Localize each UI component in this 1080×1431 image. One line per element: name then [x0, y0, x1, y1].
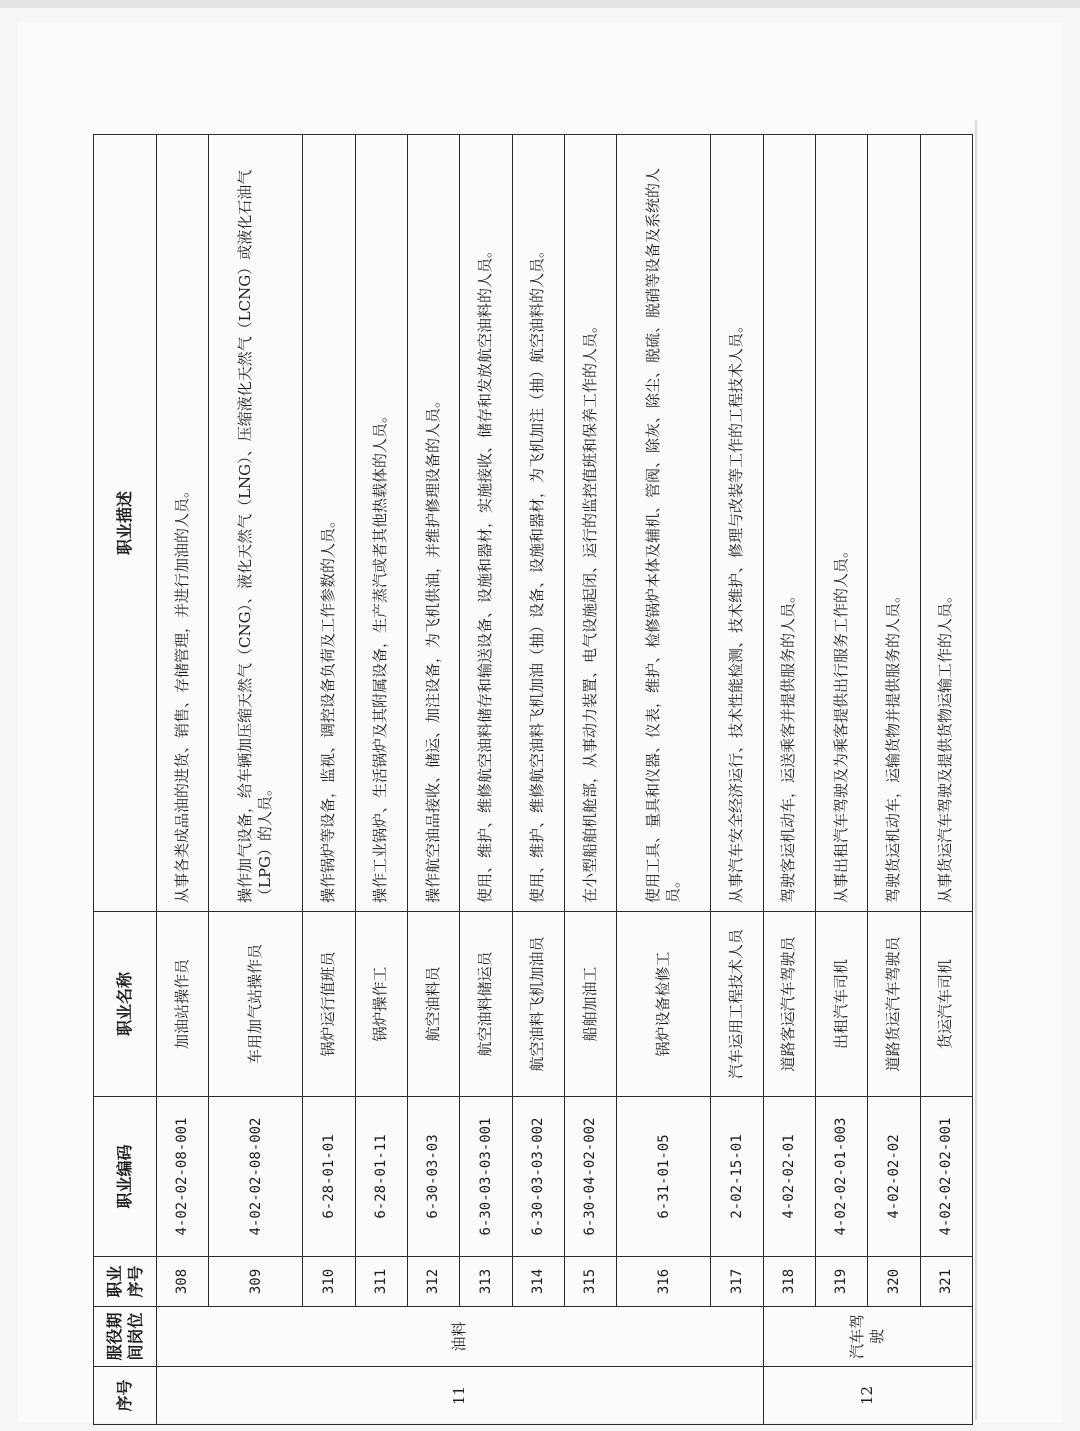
table-row [564, 135, 616, 1425]
job-desc-cell: 使用、维护、维修航空油料储存和输送设备、设施和器材，实施接收、储存和发放航空油料的人员。 [460, 135, 512, 912]
job-seq-cell: 317 [711, 1257, 763, 1307]
job-seq-cell: 311 [355, 1257, 407, 1307]
viewer-top-bar [0, 0, 1080, 8]
job-code-cell: 6-30-03-03 [408, 1097, 460, 1257]
job-desc-cell: 操作加气设备，给车辆加压缩天然气（CNG）、液化天然气（LNG）、压缩液化天然气（LCNG）或液化石油气（LPG）的人员。 [209, 135, 303, 912]
group-seq-cell: 11 [157, 1367, 764, 1425]
job-code-cell: 4-02-02-01-003 [815, 1097, 867, 1257]
table-row [303, 135, 355, 1425]
job-desc-cell: 操作锅炉等设备，监视、调控设备负荷及工作参数的人员。 [303, 135, 355, 912]
job-seq-cell: 319 [815, 1257, 867, 1307]
table-header-row [94, 135, 157, 1425]
job-name-cell: 汽车运用工程技术人员 [711, 912, 763, 1097]
job-desc-cell: 在小型船舶机舱部，从事动力装置、电气设施起闭、运行的监控值班和保养工作的人员。 [564, 135, 616, 912]
job-seq-cell: 313 [460, 1257, 512, 1307]
header-post: 服役期间岗位 [94, 1307, 157, 1367]
table-row [763, 135, 815, 1425]
job-code-cell: 6-30-03-03-001 [460, 1097, 512, 1257]
job-seq-cell: 315 [564, 1257, 616, 1307]
occupation-table-area [93, 135, 973, 1425]
job-code-cell: 4-02-02-02 [868, 1097, 920, 1257]
table-row [355, 135, 407, 1425]
job-name-cell: 锅炉运行值班员 [303, 912, 355, 1097]
table-row [868, 135, 920, 1425]
job-code-cell: 6-28-01-01 [303, 1097, 355, 1257]
job-code-cell: 6-28-01-11 [355, 1097, 407, 1257]
job-desc-cell: 操作工业锅炉、生活锅炉及其附属设备，生产蒸汽或者其他热载体的人员。 [355, 135, 407, 912]
job-name-cell: 货运汽车司机 [920, 912, 972, 1097]
table-row [209, 135, 303, 1425]
header-code: 职业编码 [94, 1097, 157, 1257]
job-seq-cell: 318 [763, 1257, 815, 1307]
table-row [711, 135, 763, 1425]
job-name-cell: 出租汽车司机 [815, 912, 867, 1097]
job-seq-cell: 320 [868, 1257, 920, 1307]
job-name-cell: 道路客运汽车驾驶员 [763, 912, 815, 1097]
job-name-cell: 航空油料储运员 [460, 912, 512, 1097]
job-name-cell: 航空油料飞机加油员 [512, 912, 564, 1097]
job-name-cell: 船舶加油工 [564, 912, 616, 1097]
job-seq-cell: 314 [512, 1257, 564, 1307]
job-desc-cell: 操作航空油品接收、储运、加注设备，为飞机供油，并维护修理设备的人员。 [408, 135, 460, 912]
job-code-cell: 4-02-02-02-001 [920, 1097, 972, 1257]
job-seq-cell: 312 [408, 1257, 460, 1307]
job-desc-cell: 从事各类成品油的进货、销售、存储管理，并进行加油的人员。 [157, 135, 209, 912]
table-row [460, 135, 512, 1425]
job-desc-cell: 从事货运汽车驾驶及提供货物运输工作的人员。 [920, 135, 972, 912]
job-desc-cell: 从事汽车安全经济运行、技术性能检测、技术维护、修理与改装等工作的工程技术人员。 [711, 135, 763, 912]
job-seq-cell: 321 [920, 1257, 972, 1307]
job-desc-cell: 驾驶客运机动车，运送乘客并提供服务的人员。 [763, 135, 815, 912]
occupation-table [93, 134, 973, 1425]
header-desc: 职业描述 [94, 135, 157, 912]
header-name: 职业名称 [94, 912, 157, 1097]
job-code-cell: 6-31-01-05 [617, 1097, 711, 1257]
job-code-cell: 2-02-15-01 [711, 1097, 763, 1257]
group-post-cell: 油料 [157, 1307, 764, 1367]
job-code-cell: 6-30-03-03-002 [512, 1097, 564, 1257]
job-seq-cell: 308 [157, 1257, 209, 1307]
table-row [157, 135, 209, 1425]
table-row [920, 135, 972, 1425]
job-name-cell: 加油站操作员 [157, 912, 209, 1097]
job-name-cell: 车用加气站操作员 [209, 912, 303, 1097]
page-fold-shadow [975, 120, 977, 1420]
table-row [617, 135, 711, 1425]
job-desc-cell: 从事出租汽车驾驶及为乘客提供出行服务工作的人员。 [815, 135, 867, 912]
header-seq: 序号 [94, 1367, 157, 1425]
rotated-table-sheet [93, 135, 973, 1425]
job-name-cell: 航空油料员 [408, 912, 460, 1097]
job-name-cell: 锅炉操作工 [355, 912, 407, 1097]
table-row [408, 135, 460, 1425]
group-seq-cell: 12 [763, 1367, 972, 1425]
job-code-cell: 4-02-02-01 [763, 1097, 815, 1257]
job-name-cell: 锅炉设备检修工 [617, 912, 711, 1097]
job-code-cell: 4-02-02-08-001 [157, 1097, 209, 1257]
header-job-seq: 职业序号 [94, 1257, 157, 1307]
job-seq-cell: 310 [303, 1257, 355, 1307]
job-name-cell: 道路货运汽车驾驶员 [868, 912, 920, 1097]
job-desc-cell: 驾驶货运机动车，运输货物并提供服务的人员。 [868, 135, 920, 912]
job-desc-cell: 使用工具、量具和仪器、仪表，维护、检修锅炉本体及辅机、管阀、除灰、除尘、脱硫、脱硝等设备及系统的人员。 [617, 135, 711, 912]
group-post-cell: 汽车驾驶 [763, 1307, 972, 1367]
job-code-cell: 4-02-02-08-002 [209, 1097, 303, 1257]
table-row [512, 135, 564, 1425]
job-seq-cell: 309 [209, 1257, 303, 1307]
job-seq-cell: 316 [617, 1257, 711, 1307]
job-desc-cell: 使用、维护、维修航空油料飞机加油（抽）设备、设施和器材，为飞机加注（抽）航空油料的人员。 [512, 135, 564, 912]
table-row [815, 135, 867, 1425]
job-code-cell: 6-30-04-02-002 [564, 1097, 616, 1257]
